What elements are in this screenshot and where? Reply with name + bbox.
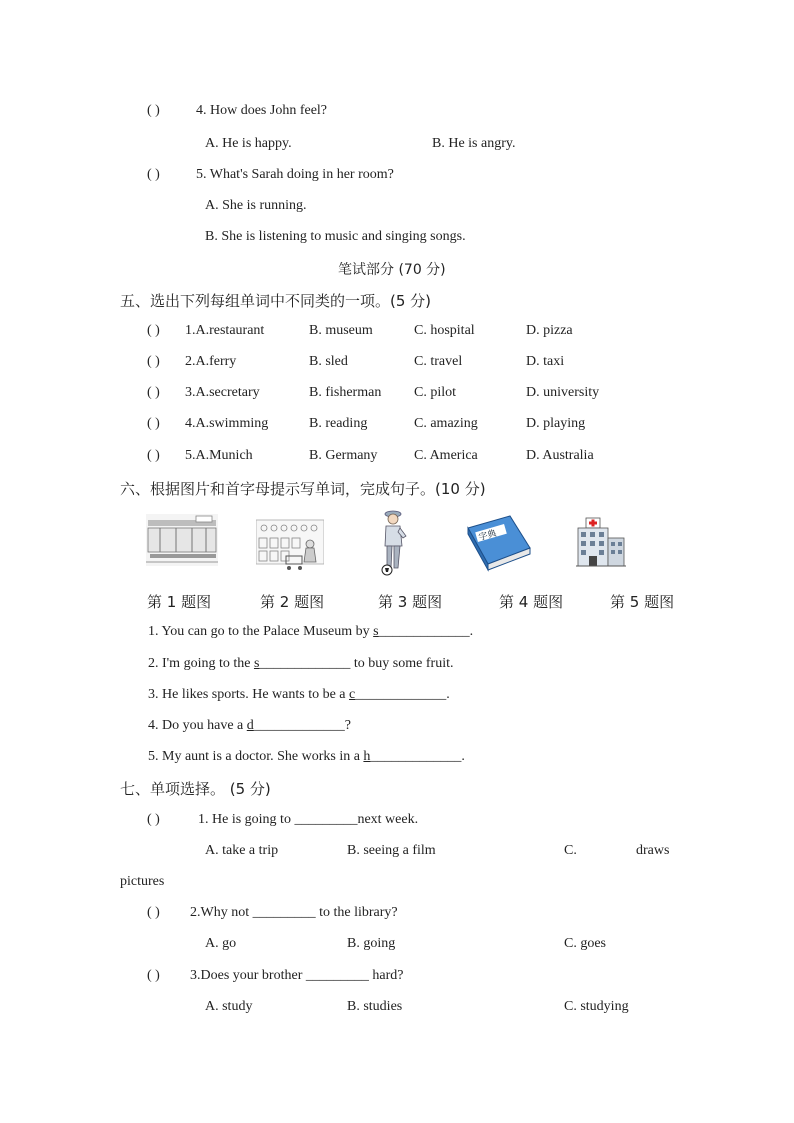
picture-caption: 第 2 题图 bbox=[260, 593, 325, 611]
answer-paren: ( ) bbox=[147, 448, 160, 463]
section6-title: 六、根据图片和首字母提示写单词，完成句子。(10 分) bbox=[120, 480, 486, 498]
answer-paren: ( ) bbox=[147, 968, 160, 983]
option-b: B. sled bbox=[309, 354, 348, 369]
fill-sentence bbox=[148, 687, 450, 703]
section7-title: 七、单项选择。 (5 分) bbox=[120, 780, 271, 798]
initial-letter: d bbox=[246, 718, 254, 733]
sentence-text: 1. You can go to the Palace Museum by bbox=[148, 624, 374, 639]
option-a: 2.A.ferry bbox=[185, 354, 237, 369]
answer-paren: ( ) bbox=[147, 103, 160, 118]
option-b: B. studies bbox=[347, 999, 403, 1014]
sentence-end: . bbox=[446, 687, 450, 702]
option-d: D. taxi bbox=[526, 354, 565, 369]
sentence-end: . bbox=[461, 749, 465, 764]
answer-paren: ( ) bbox=[147, 323, 160, 338]
fill-sentence bbox=[148, 718, 351, 734]
option-c: C. hospital bbox=[414, 323, 475, 338]
question-stem: 4. How does John feel? bbox=[196, 103, 328, 118]
question-stem: 5. What's Sarah doing in her room? bbox=[196, 167, 394, 182]
answer-paren: ( ) bbox=[147, 385, 160, 400]
option-b: B. museum bbox=[309, 323, 373, 338]
initial-letter: h bbox=[363, 749, 371, 764]
answer-paren: ( ) bbox=[147, 812, 160, 827]
initial-letter: s bbox=[253, 656, 260, 671]
sentence-text: 2. I'm going to the bbox=[148, 656, 254, 671]
option-b: B. reading bbox=[309, 416, 368, 431]
picture-caption: 第 5 题图 bbox=[610, 593, 675, 611]
option-a: A. study bbox=[205, 999, 253, 1014]
dictionary-picture bbox=[464, 514, 534, 572]
option-b: B. seeing a film bbox=[347, 843, 436, 858]
hospital-picture bbox=[576, 516, 626, 568]
option-b: B. He is angry. bbox=[432, 136, 516, 151]
option-a: A. take a trip bbox=[205, 843, 279, 858]
initial-letter: s bbox=[373, 624, 379, 639]
option-a: 4.A.swimming bbox=[185, 416, 269, 431]
option-d: D. playing bbox=[526, 416, 586, 431]
option-c: C. bbox=[564, 843, 577, 858]
answer-paren: ( ) bbox=[147, 167, 160, 182]
option-c: C. goes bbox=[564, 936, 606, 951]
option-b: B. going bbox=[347, 936, 396, 951]
option-a: 1.A.restaurant bbox=[185, 323, 265, 338]
written-part-title: 笔试部分 (70 分) bbox=[338, 262, 446, 278]
option-d: D. university bbox=[526, 385, 600, 400]
initial-letter: c bbox=[349, 687, 356, 702]
question-stem: 2.Why not _________ to the library? bbox=[190, 905, 398, 920]
subway-station-picture bbox=[146, 514, 218, 566]
option-c: C. travel bbox=[414, 354, 463, 369]
option-c-continued: pictures bbox=[120, 874, 165, 889]
option-a: A. go bbox=[205, 936, 237, 951]
sentence-text: 5. My aunt is a doctor. She works in a bbox=[148, 749, 364, 764]
coach-picture bbox=[376, 508, 412, 576]
picture-caption: 第 1 题图 bbox=[147, 593, 212, 611]
section5-title: 五、选出下列每组单词中不同类的一项。(5 分) bbox=[120, 292, 432, 310]
option-c-text: draws bbox=[636, 843, 670, 858]
answer-paren: ( ) bbox=[147, 354, 160, 369]
supermarket-picture bbox=[256, 518, 324, 572]
option-a: A. He is happy. bbox=[205, 136, 292, 151]
answer-paren: ( ) bbox=[147, 416, 160, 431]
answer-blank[interactable]: _____________ bbox=[370, 749, 462, 764]
fill-sentence bbox=[148, 749, 465, 765]
dictionary-cover-text: 字典 bbox=[477, 528, 498, 544]
answer-blank[interactable]: _____________ bbox=[259, 656, 351, 671]
option-c: C. amazing bbox=[414, 416, 478, 431]
answer-blank[interactable]: _____________ bbox=[355, 687, 447, 702]
option-d: D. Australia bbox=[526, 448, 594, 463]
option-b: B. She is listening to music and singing songs. bbox=[205, 229, 466, 244]
option-a: 3.A.secretary bbox=[185, 385, 260, 400]
sentence-end: . bbox=[469, 624, 474, 639]
fill-sentence bbox=[148, 624, 473, 640]
option-a: 5.A.Munich bbox=[185, 448, 253, 463]
sentence-end: ? bbox=[344, 718, 351, 733]
answer-blank[interactable]: _____________ bbox=[253, 718, 345, 733]
sentence-end: to buy some fruit. bbox=[350, 656, 454, 671]
option-c: C. studying bbox=[564, 999, 629, 1014]
picture-caption: 第 4 题图 bbox=[499, 593, 564, 611]
option-c: C. America bbox=[414, 448, 478, 463]
question-stem: 1. He is going to _________next week. bbox=[198, 812, 419, 827]
option-a: A. She is running. bbox=[205, 198, 307, 213]
sentence-text: 3. He likes sports. He wants to be a bbox=[148, 687, 350, 702]
option-b: B. fisherman bbox=[309, 385, 382, 400]
picture-caption: 第 3 题图 bbox=[378, 593, 443, 611]
question-stem: 3.Does your brother _________ hard? bbox=[190, 968, 404, 983]
fill-sentence bbox=[148, 656, 453, 672]
option-c: C. pilot bbox=[414, 385, 457, 400]
sentence-text: 4. Do you have a bbox=[148, 718, 247, 733]
option-b: B. Germany bbox=[309, 448, 378, 463]
option-d: D. pizza bbox=[526, 323, 573, 338]
answer-blank[interactable]: _____________ bbox=[378, 624, 470, 639]
answer-paren: ( ) bbox=[147, 905, 160, 920]
